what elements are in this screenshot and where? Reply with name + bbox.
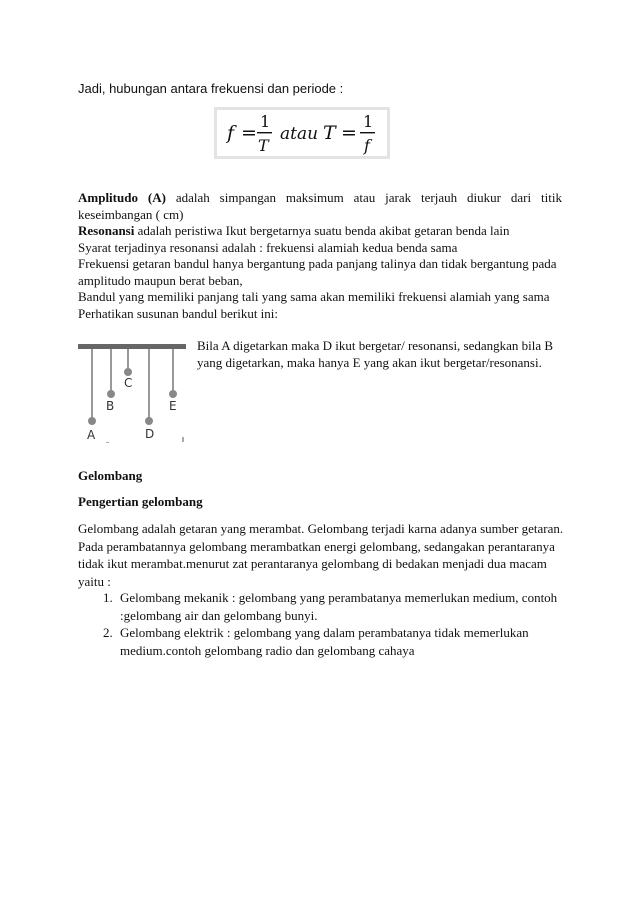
perhatikan-text: Perhatikan susunan bandul berikut ini: (78, 305, 279, 321)
formula-num-2: 1 (363, 112, 374, 131)
formula-atau: atau (280, 124, 319, 144)
formula-T: T (323, 122, 336, 144)
formula-eq-2: = (341, 122, 357, 144)
formula-eq-1: = (241, 122, 257, 144)
label-c: C (124, 376, 133, 390)
bandul-sama-text: Bandul yang memiliki panjang tali yang sama akan memiliki frekuensi alamiah yang sama (78, 289, 550, 304)
bob-a (88, 417, 96, 425)
bob-e (169, 390, 177, 398)
bob-c (124, 368, 132, 376)
formula-den-T: T (258, 136, 269, 155)
section-title: Gelombang (78, 468, 143, 483)
syarat-text: Syarat terjadinya resonansi adalah : frekuensi alamiah kedua benda sama (78, 239, 458, 255)
formula-den-f: f (364, 136, 370, 155)
fraction-bar-1 (257, 132, 272, 133)
formula-num-1: 1 (260, 112, 271, 131)
wave-types-list (78, 589, 596, 659)
baseline-dash-2 (182, 437, 184, 442)
formula-image (214, 107, 390, 159)
frekuensi-bandul-text: Frekuensi getaran bandul hanya bergantung pada panjang talinya dan tidak bergantung pada amplitudo maupun berat beban, (78, 256, 557, 288)
formula-svg (217, 110, 387, 156)
pendulum-diagram (78, 338, 190, 444)
baseline-dash-1 (106, 442, 109, 443)
definitions-block (78, 190, 562, 322)
amplitudo-term: Amplitudo (A) (78, 190, 166, 205)
list-item: 1. Gelombang mekanik : gelombang yang perambatanya memerlukan medium, contoh :gelombang air dan gelombang bunyi. (116, 589, 596, 624)
amplitudo-definition (78, 190, 562, 223)
amplitudo-text: adalah simpangan maksimum atau jarak terjauh diukur dari titik keseimbangan ( cm) (78, 190, 562, 222)
resonansi-text: adalah peristiwa Ikut bergetarnya suatu benda akibat getaran benda lain (134, 223, 510, 238)
label-e: E (169, 399, 177, 413)
list-item: 2. Gelombang elektrik : gelombang yang dalam perambatanya tidak memerlukan medium.contoh gelombang radio dan gelombang cahaya (116, 624, 596, 659)
label-a: A (87, 428, 96, 442)
resonansi-definition (78, 223, 562, 240)
subsection-title: Pengertian gelombang (78, 494, 203, 509)
intro-text: Jadi, hubungan antara frekuensi dan periode : (78, 81, 344, 96)
label-d: D (145, 427, 155, 441)
bob-b (107, 390, 115, 398)
gelombang-paragraph: Gelombang adalah getaran yang merambat. Gelombang terjadi karna adanya sumber getaran. Pada perambatannya gelombang merambatkan energi gelombang, sedangakan perantaranya tidak ikut merambat.menurut zat perantaranya gelombang di bedakan menjadi dua macam yaitu : (78, 521, 564, 589)
bob-d (145, 417, 153, 425)
label-b: B (106, 399, 115, 413)
fraction-bar-2 (360, 132, 375, 133)
pendulum-caption: Bila A digetarkan maka D ikut bergetar/ resonansi, sedangkan bila B yang digetarkan, maka hanya E yang akan ikut bergetar/resonansi. (197, 338, 554, 370)
formula-f: f (227, 122, 235, 144)
pendulum-support-bar (78, 344, 186, 349)
resonansi-term: Resonansi (78, 223, 135, 238)
